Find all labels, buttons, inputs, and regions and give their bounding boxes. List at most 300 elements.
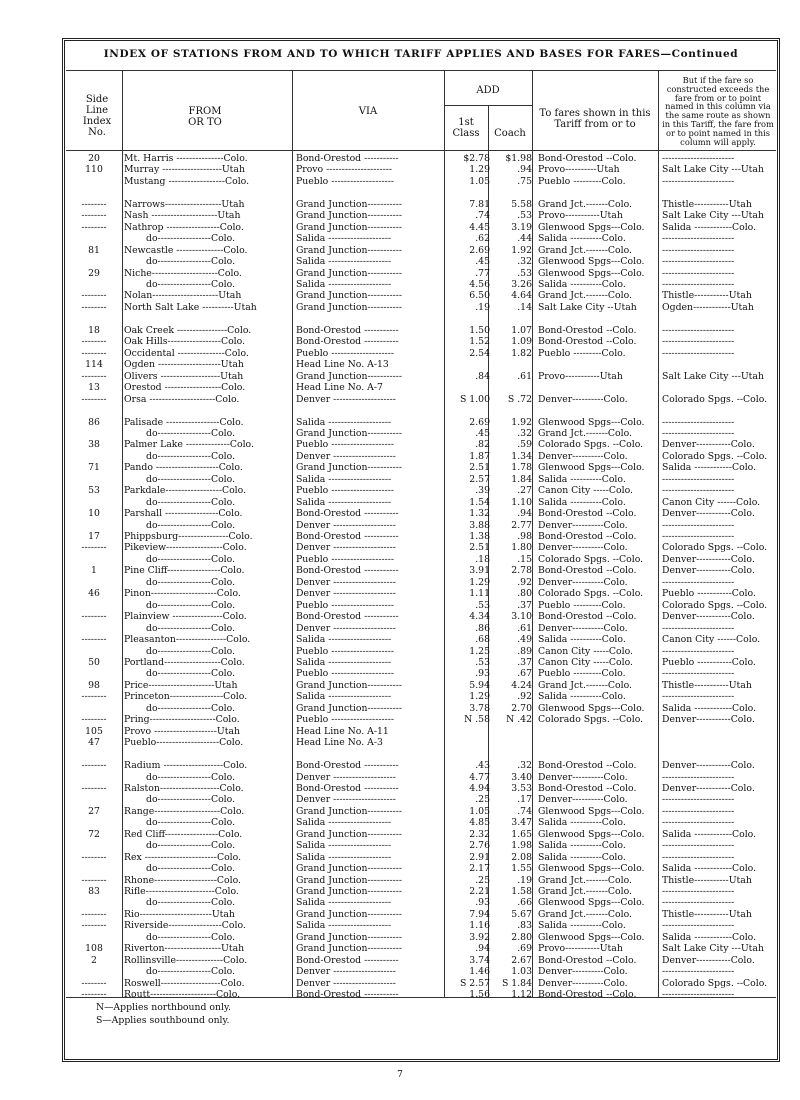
alternate-point-cell: Denver-----------Colo. [662, 954, 755, 966]
alternate-point-cell: ----------------------- [662, 920, 735, 932]
station-cell: Mt. Harris ---------------Colo. [124, 153, 248, 164]
fare-point-cell: Canon City -----Colo. [538, 485, 633, 497]
table-row [66, 657, 776, 668]
side-line-index-cell: 105 [85, 725, 103, 737]
side-line-index-cell: -------- [81, 611, 107, 623]
side-line-index-cell: 47 [88, 737, 100, 749]
via-cell: Grand Junction----------- [296, 370, 403, 382]
station-cell: Pleasanton----------------Colo. [124, 634, 251, 646]
station-cell: do-----------------Colo. [146, 622, 236, 634]
station-cell: Pueblo--------------------Colo. [124, 737, 244, 749]
fare-point-cell: Grand Jct.-------Colo. [538, 874, 632, 886]
coach-fare-cell: 5.67 [511, 908, 532, 920]
first-class-fare-cell: .19 [475, 301, 490, 313]
first-class-fare-cell: .77 [475, 267, 490, 279]
fare-point-cell: Provo----------Utah [538, 164, 620, 176]
coach-fare-cell: .66 [517, 897, 532, 909]
via-cell: Denver -------------------- [296, 393, 396, 405]
via-cell: Denver -------------------- [296, 977, 396, 989]
fare-point-cell: Bond-Orestod --Colo. [538, 508, 637, 520]
coach-fare-cell: 4.64 [511, 290, 532, 302]
fare-point-cell: Glenwood Spgs---Colo. [538, 256, 645, 268]
fare-point-cell: Denver----------Colo. [538, 519, 628, 531]
via-cell: Denver -------------------- [296, 576, 396, 588]
first-class-fare-cell: .68 [475, 634, 490, 646]
coach-fare-cell: S .72 [507, 393, 532, 405]
coach-fare-cell: 1.82 [511, 347, 532, 359]
station-cell: do-----------------Colo. [146, 576, 236, 588]
alternate-point-cell: ----------------------- [662, 771, 735, 783]
side-line-index-cell: -------- [81, 851, 107, 863]
fare-point-cell: Bond-Orestod --Colo. [538, 611, 637, 623]
first-class-fare-cell: .25 [475, 874, 490, 886]
coach-fare-cell: .37 [517, 656, 532, 668]
table-row [66, 772, 776, 783]
alternate-point-cell: ----------------------- [662, 886, 735, 897]
coach-fare-cell: .49 [517, 634, 532, 646]
station-cell: do-----------------Colo. [146, 668, 236, 680]
station-cell: Nash ---------------------Utah [124, 210, 241, 222]
first-class-fare-cell: 2.57 [469, 473, 490, 485]
station-cell: Narrows------------------Utah [124, 198, 245, 210]
first-class-fare-cell: .39 [475, 485, 490, 497]
side-line-index-cell: 108 [85, 943, 103, 955]
fare-point-cell: Colorado Spgs. --Colo. [538, 553, 644, 565]
alternate-point-cell: Salida ------------Colo. [662, 931, 757, 943]
alternate-point-cell: Canon City ------Colo. [662, 496, 761, 508]
fare-point-cell: Denver----------Colo. [538, 576, 628, 588]
station-cell: Pando --------------------Colo. [124, 462, 243, 474]
via-cell: Pueblo -------------------- [296, 668, 395, 680]
first-class-fare-cell: 1.52 [469, 336, 490, 348]
coach-fare-cell: 1.78 [511, 462, 532, 474]
first-class-fare-cell: 4.77 [469, 771, 490, 783]
coach-fare-cell: 2.78 [511, 565, 532, 577]
coach-fare-cell: S 1.84 [501, 977, 532, 989]
table-row [66, 897, 776, 908]
station-cell: Pikeview------------------Colo. [124, 542, 247, 554]
side-line-index-cell: 20 [88, 153, 100, 164]
side-line-index-cell: -------- [81, 989, 107, 1001]
first-class-fare-cell: 1.46 [469, 966, 490, 978]
side-line-index-cell: -------- [81, 542, 107, 554]
table-row [66, 577, 776, 588]
station-cell: Roswell-------------------Colo. [124, 977, 245, 989]
via-cell: Pueblo -------------------- [296, 347, 395, 359]
first-class-fare-cell: 1.32 [469, 508, 490, 520]
note-southbound: S—Applies southbound only. [96, 1015, 230, 1026]
coach-fare-cell: .92 [517, 691, 532, 703]
coach-fare-cell: .44 [517, 233, 532, 245]
table-row [66, 554, 776, 565]
first-class-fare-cell: 2.21 [469, 886, 490, 897]
station-cell: do-----------------Colo. [146, 427, 236, 439]
table-row [66, 359, 776, 370]
fare-point-cell: Salida ----------Colo. [538, 851, 626, 863]
table-row [66, 623, 776, 634]
first-class-fare-cell: 4.34 [469, 611, 490, 623]
first-class-fare-cell: 6.50 [469, 290, 490, 302]
via-cell: Grand Junction----------- [296, 863, 403, 875]
alternate-point-cell: ----------------------- [662, 840, 735, 852]
fare-point-cell: Denver----------Colo. [538, 977, 628, 989]
coach-fare-cell: .37 [517, 599, 532, 611]
coach-fare-cell: .80 [517, 588, 532, 600]
table-row [66, 210, 776, 221]
coach-fare-cell: 1.12 [511, 989, 532, 1001]
via-cell: Grand Junction----------- [296, 828, 403, 840]
coach-fare-cell: 2.08 [511, 851, 532, 863]
fare-point-cell: Canon City -----Colo. [538, 645, 633, 657]
fare-point-cell: Glenwood Spgs---Colo. [538, 828, 645, 840]
fare-point-cell: Bond-Orestod --Colo. [538, 782, 637, 794]
fare-point-cell: Salida ----------Colo. [538, 496, 626, 508]
station-cell: Oak Creek ----------------Colo. [124, 324, 252, 336]
table-row [66, 520, 776, 531]
side-line-index-cell: -------- [81, 290, 107, 302]
fare-point-cell: Grand Jct.-------Colo. [538, 290, 632, 302]
first-class-fare-cell: 1.87 [469, 450, 490, 462]
via-cell: Grand Junction----------- [296, 874, 403, 886]
coach-fare-cell: .32 [517, 256, 532, 268]
alternate-point-cell: ----------------------- [662, 267, 735, 279]
table-row [66, 233, 776, 244]
table-row [66, 336, 776, 347]
coach-fare-cell: .94 [517, 508, 532, 520]
fare-point-cell: Glenwood Spgs---Colo. [538, 931, 645, 943]
station-cell: Phippsburg----------------Colo. [124, 531, 253, 542]
fare-point-cell: Bond-Orestod --Colo. [538, 531, 637, 542]
station-cell: North Salt Lake ----------Utah [124, 301, 257, 313]
first-class-fare-cell: .93 [475, 668, 490, 680]
alternate-point-cell: Salida ------------Colo. [662, 462, 757, 474]
first-class-fare-cell: 2.51 [469, 542, 490, 554]
alternate-point-cell: Denver-----------Colo. [662, 714, 755, 726]
alternate-point-cell: ----------------------- [662, 256, 735, 268]
alternate-point-cell: Denver-----------Colo. [662, 508, 755, 520]
table-row [66, 588, 776, 599]
first-class-fare-cell: 1.05 [469, 805, 490, 817]
station-cell: do-----------------Colo. [146, 897, 236, 909]
coach-fare-cell: .92 [517, 576, 532, 588]
table-row [66, 668, 776, 679]
first-class-fare-cell: .25 [475, 794, 490, 806]
side-line-index-cell: 18 [88, 324, 100, 336]
station-cell: Rollinsville---------------Colo. [124, 954, 248, 966]
header-first-class: 1st Class [452, 117, 480, 139]
alternate-point-cell: Salida ------------Colo. [662, 221, 757, 233]
header-add: ADD [476, 85, 500, 96]
first-class-fare-cell: 2.76 [469, 840, 490, 852]
table-row [66, 164, 776, 175]
fare-point-cell: Bond-Orestod --Colo. [538, 324, 637, 336]
first-class-fare-cell: 7.94 [469, 908, 490, 920]
alternate-point-cell: Pueblo -----------Colo. [662, 588, 756, 600]
first-class-fare-cell: 5.94 [469, 679, 490, 691]
station-cell: Range---------------------Colo. [124, 805, 245, 817]
via-cell: Denver -------------------- [296, 588, 396, 600]
fare-point-cell: Salida ----------Colo. [538, 279, 626, 290]
alternate-point-cell: Canon City ------Colo. [662, 634, 761, 646]
first-class-fare-cell: 1.29 [469, 164, 490, 176]
coach-fare-cell: .89 [517, 645, 532, 657]
alternate-point-cell: Salt Lake City ---Utah [662, 164, 764, 176]
via-cell: Salida -------------------- [296, 851, 392, 863]
via-cell: Salida -------------------- [296, 473, 392, 485]
first-class-fare-cell: 1.16 [469, 920, 490, 932]
side-line-index-cell: -------- [81, 393, 107, 405]
via-cell: Salida -------------------- [296, 920, 392, 932]
side-line-index-cell: 72 [88, 828, 100, 840]
table-row [66, 542, 776, 553]
alternate-point-cell: ----------------------- [662, 851, 735, 863]
table-row [66, 966, 776, 977]
alternate-point-cell: ----------------------- [662, 805, 735, 817]
side-line-index-cell: -------- [81, 347, 107, 359]
first-class-fare-cell: 2.91 [469, 851, 490, 863]
via-cell: Grand Junction----------- [296, 943, 403, 955]
side-line-index-cell: 50 [88, 656, 100, 668]
table-row [66, 691, 776, 702]
fare-point-cell: Salida ----------Colo. [538, 634, 626, 646]
coach-fare-cell: 5.58 [511, 198, 532, 210]
alternate-point-cell: Thistle-----------Utah [662, 290, 752, 302]
station-cell: Routt---------------------Colo. [124, 989, 241, 1001]
table-row [66, 256, 776, 267]
alternate-point-cell: ----------------------- [662, 324, 735, 336]
via-cell: Grand Junction----------- [296, 221, 403, 233]
alternate-point-cell: ----------------------- [662, 645, 735, 657]
via-cell: Bond-Orestod ----------- [296, 565, 399, 577]
table-row [66, 439, 776, 450]
coach-fare-cell: .14 [517, 301, 532, 313]
via-cell: Grand Junction----------- [296, 210, 403, 222]
fare-point-cell: Grand Jct.-------Colo. [538, 886, 632, 897]
table-row [66, 474, 776, 485]
alternate-point-cell: Salida ------------Colo. [662, 828, 757, 840]
alternate-point-cell: ----------------------- [662, 576, 735, 588]
side-line-index-cell: 1 [91, 565, 97, 577]
header-side-line-index: Side Line Index No. [82, 94, 112, 138]
table-row [66, 909, 776, 920]
coach-fare-cell: 1.34 [511, 450, 532, 462]
fare-point-cell: Glenwood Spgs---Colo. [538, 221, 645, 233]
side-line-index-cell: -------- [81, 634, 107, 646]
header-top-rule [66, 70, 776, 71]
alternate-point-cell: ----------------------- [662, 691, 735, 703]
alternate-point-cell: Salt Lake City ---Utah [662, 370, 764, 382]
coach-fare-cell: 1.80 [511, 542, 532, 554]
via-cell: Salida -------------------- [296, 256, 392, 268]
via-cell: Salida -------------------- [296, 691, 392, 703]
alternate-point-cell: ----------------------- [662, 817, 735, 829]
station-cell: Palisade -----------------Colo. [124, 416, 244, 428]
station-cell: Pine Cliff-----------------Colo. [124, 565, 245, 577]
table-row [66, 600, 776, 611]
table-row [66, 943, 776, 954]
fare-point-cell: Grand Jct.-------Colo. [538, 244, 632, 256]
via-cell: Salida -------------------- [296, 634, 392, 646]
coach-fare-cell: 3.47 [511, 817, 532, 829]
fare-point-cell: Denver----------Colo. [538, 542, 628, 554]
via-cell: Grand Junction----------- [296, 679, 403, 691]
table-row [66, 840, 776, 851]
side-line-index-cell: -------- [81, 714, 107, 726]
station-cell: Olivers -------------------Utah [124, 370, 244, 382]
via-cell: Grand Junction----------- [296, 702, 403, 714]
alternate-point-cell: Colorado Spgs. --Colo. [662, 393, 768, 405]
via-cell: Grand Junction----------- [296, 805, 403, 817]
header-bottom-rule [66, 150, 776, 151]
station-cell: Provo --------------------Utah [124, 725, 241, 737]
side-line-index-cell: -------- [81, 760, 107, 772]
first-class-fare-cell: 4.85 [469, 817, 490, 829]
coach-fare-cell: 1.10 [511, 496, 532, 508]
alternate-point-cell: ----------------------- [662, 794, 735, 806]
side-line-index-cell: -------- [81, 198, 107, 210]
fare-point-cell: Bond-Orestod --Colo. [538, 989, 637, 1001]
first-class-fare-cell: 4.94 [469, 782, 490, 794]
fare-point-cell: Canon City -----Colo. [538, 656, 633, 668]
coach-fare-cell: .53 [517, 210, 532, 222]
alternate-point-cell: Salida ------------Colo. [662, 702, 757, 714]
table-row [66, 565, 776, 576]
station-cell: Plainview ----------------Colo. [124, 611, 247, 623]
side-line-index-cell: -------- [81, 908, 107, 920]
first-class-fare-cell: 2.17 [469, 863, 490, 875]
alternate-point-cell: ----------------------- [662, 989, 735, 1001]
table-row [66, 199, 776, 210]
via-cell: Pueblo -------------------- [296, 175, 395, 187]
coach-fare-cell: 2.80 [511, 931, 532, 943]
fare-point-cell: Pueblo ---------Colo. [538, 599, 626, 611]
fare-point-cell: Glenwood Spgs---Colo. [538, 416, 645, 428]
coach-fare-cell: 1.98 [511, 840, 532, 852]
first-class-fare-cell: 3.92 [469, 931, 490, 943]
fare-point-cell: Bond-Orestod --Colo. [538, 760, 637, 772]
station-cell: do-----------------Colo. [146, 256, 236, 268]
table-row [66, 852, 776, 863]
station-cell: do-----------------Colo. [146, 553, 236, 565]
table-row [66, 978, 776, 989]
via-cell: Provo --------------------- [296, 164, 393, 176]
first-class-fare-cell: .94 [475, 943, 490, 955]
via-cell: Denver -------------------- [296, 450, 396, 462]
via-cell: Grand Junction----------- [296, 427, 403, 439]
coach-fare-cell: .15 [517, 553, 532, 565]
table-row [66, 611, 776, 622]
via-cell: Grand Junction----------- [296, 886, 403, 897]
via-cell: Denver -------------------- [296, 622, 396, 634]
station-cell: do-----------------Colo. [146, 450, 236, 462]
station-cell: Princeton-----------------Colo. [124, 691, 248, 703]
station-cell: Orestod ------------------Colo. [124, 382, 246, 394]
via-cell: Salida -------------------- [296, 416, 392, 428]
alternate-point-cell: Denver-----------Colo. [662, 611, 755, 623]
via-cell: Head Line No. A-11 [296, 725, 389, 737]
fare-point-cell: Denver----------Colo. [538, 450, 628, 462]
alternate-point-cell: ----------------------- [662, 347, 735, 359]
fare-point-cell: Provo-----------Utah [538, 370, 623, 382]
fare-point-cell: Glenwood Spgs---Colo. [538, 702, 645, 714]
via-cell: Grand Junction----------- [296, 267, 403, 279]
station-cell: Newcastle ---------------Colo. [124, 244, 248, 256]
coach-fare-cell: 1.92 [511, 416, 532, 428]
first-class-fare-cell: .53 [475, 656, 490, 668]
first-class-fare-cell: 1.56 [469, 989, 490, 1001]
station-cell: Niche---------------------Colo. [124, 267, 242, 279]
first-class-fare-cell: 3.88 [469, 519, 490, 531]
table-row [66, 497, 776, 508]
side-line-index-cell: 29 [88, 267, 100, 279]
station-cell: Red Cliff-----------------Colo. [124, 828, 243, 840]
station-cell: do-----------------Colo. [146, 966, 236, 978]
side-line-index-cell: 110 [85, 164, 103, 176]
header-via: VIA [358, 106, 378, 117]
table-row [66, 863, 776, 874]
via-cell: Bond-Orestod ----------- [296, 324, 399, 336]
first-class-fare-cell: 1.25 [469, 645, 490, 657]
side-line-index-cell: 83 [88, 886, 100, 897]
via-cell: Denver -------------------- [296, 794, 396, 806]
table-row [66, 886, 776, 897]
side-line-index-cell: -------- [81, 977, 107, 989]
table-row [66, 989, 776, 1000]
station-cell: Radium -------------------Colo. [124, 760, 248, 772]
alternate-point-cell: ----------------------- [662, 966, 735, 978]
coach-fare-cell: 1.09 [511, 336, 532, 348]
station-cell: Pinon---------------------Colo. [124, 588, 241, 600]
side-line-index-cell: 86 [88, 416, 100, 428]
station-cell: do-----------------Colo. [146, 473, 236, 485]
first-class-fare-cell: 1.50 [469, 324, 490, 336]
via-cell: Grand Junction----------- [296, 462, 403, 474]
coach-fare-cell: 3.53 [511, 782, 532, 794]
first-class-fare-cell: 2.69 [469, 244, 490, 256]
alternate-point-cell: ----------------------- [662, 244, 735, 256]
station-cell: do-----------------Colo. [146, 233, 236, 245]
fare-point-cell: Glenwood Spgs---Colo. [538, 267, 645, 279]
station-cell: do-----------------Colo. [146, 817, 236, 829]
first-class-fare-cell: 4.56 [469, 279, 490, 290]
via-cell: Grand Junction----------- [296, 301, 403, 313]
via-cell: Denver -------------------- [296, 542, 396, 554]
via-cell: Bond-Orestod ----------- [296, 531, 399, 542]
side-line-index-cell: 46 [88, 588, 100, 600]
via-cell: Bond-Orestod ----------- [296, 508, 399, 520]
table-row [66, 451, 776, 462]
table-row [66, 371, 776, 382]
via-cell: Denver -------------------- [296, 771, 396, 783]
station-cell: Occidental ---------------Colo. [124, 347, 249, 359]
fare-point-cell: Salida ----------Colo. [538, 817, 626, 829]
note-northbound: N—Applies northbound only. [96, 1002, 231, 1013]
station-cell: do-----------------Colo. [146, 496, 236, 508]
station-cell: Ralston-------------------Colo. [124, 782, 244, 794]
side-line-index-cell: 13 [88, 382, 100, 394]
table-row [66, 325, 776, 336]
station-cell: do-----------------Colo. [146, 279, 236, 290]
station-cell: Rio-----------------------Utah [124, 908, 235, 920]
alternate-point-cell: Thistle-----------Utah [662, 198, 752, 210]
fare-point-cell: Salida ----------Colo. [538, 233, 626, 245]
side-line-index-cell: -------- [81, 691, 107, 703]
station-cell: Oak Hills-----------------Colo. [124, 336, 246, 348]
first-class-fare-cell: .84 [475, 370, 490, 382]
fare-point-cell: Salida ----------Colo. [538, 840, 626, 852]
coach-fare-cell: N .42 [506, 714, 532, 726]
via-cell: Bond-Orestod ----------- [296, 611, 399, 623]
